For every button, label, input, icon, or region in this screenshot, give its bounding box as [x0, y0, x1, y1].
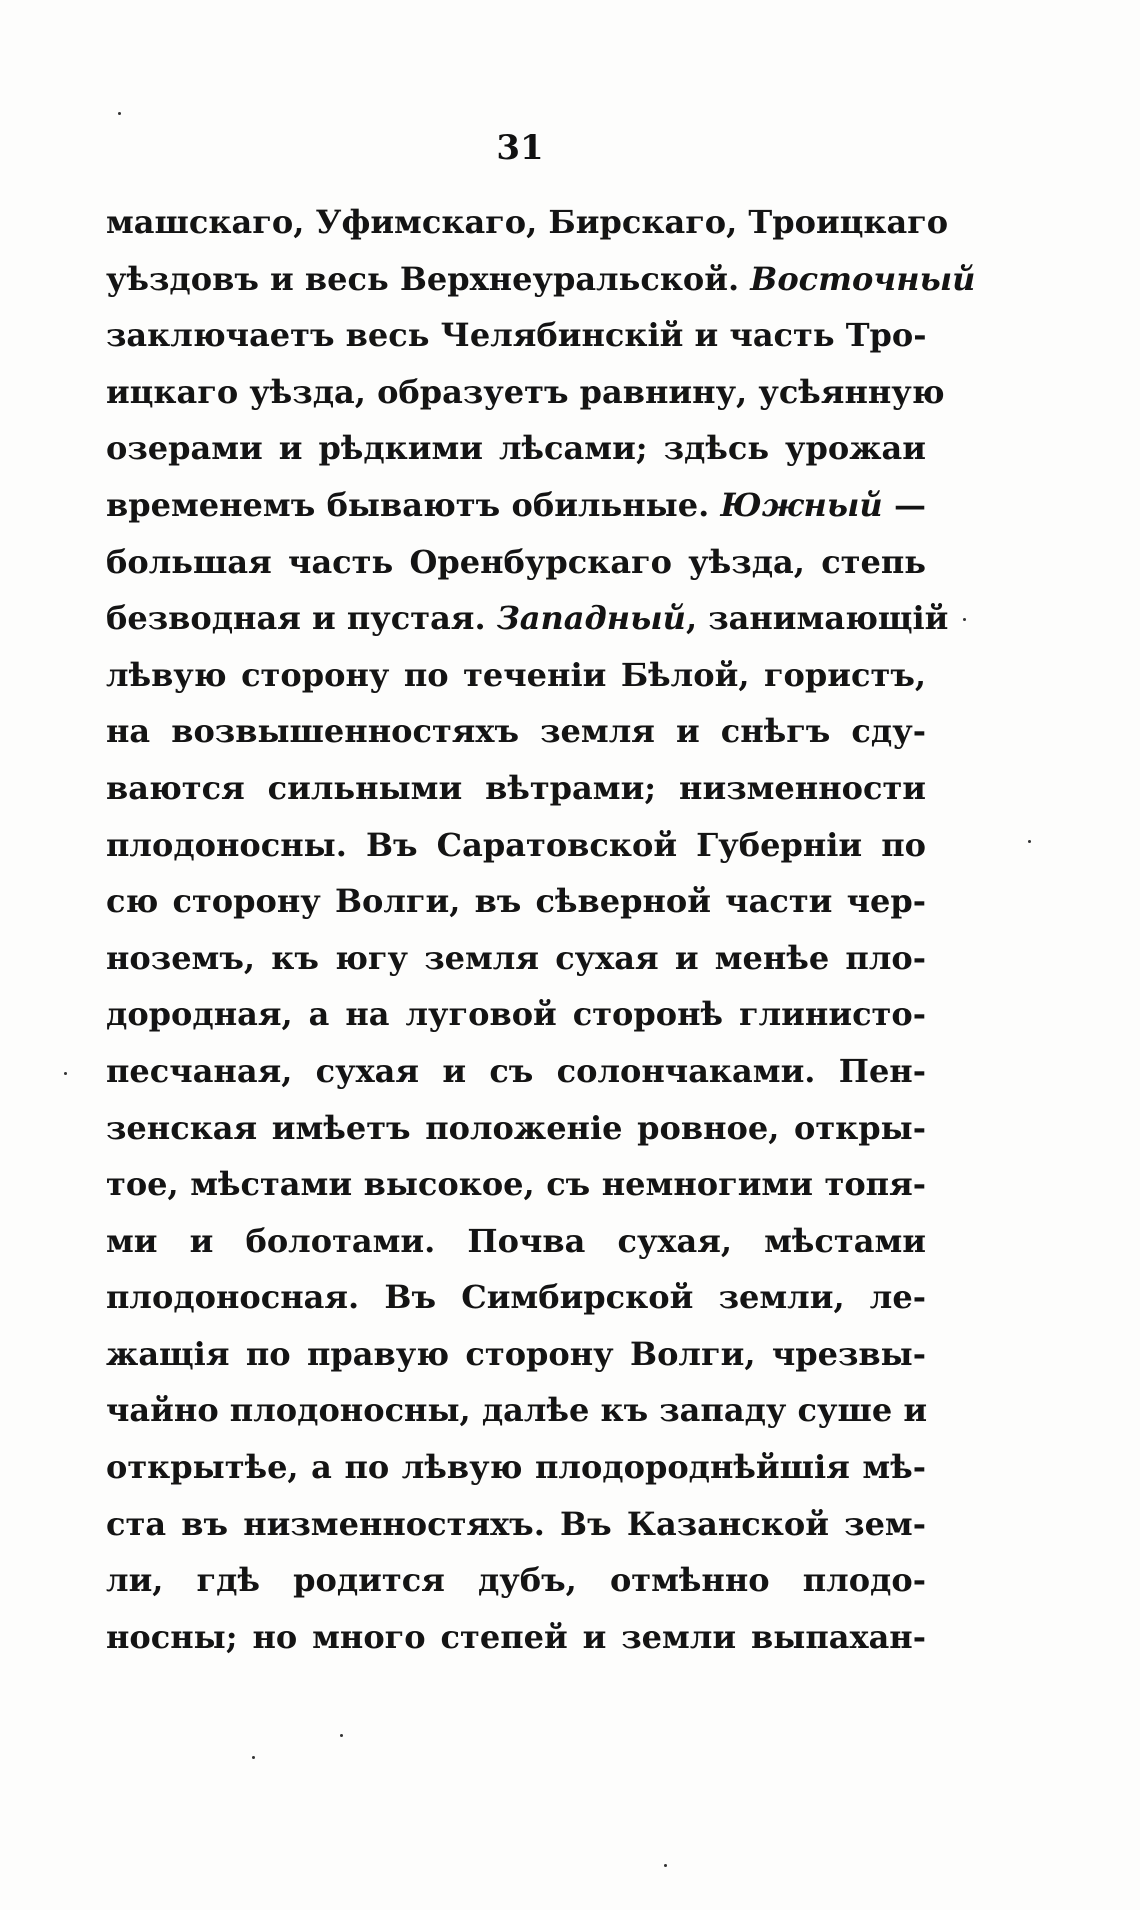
print-speck	[118, 112, 121, 115]
text-segment: плодоносны. Въ Саратовской Губерніи по	[106, 825, 926, 864]
text-segment: временемъ бываютъ обильные.	[106, 485, 721, 524]
text-line	[106, 817, 926, 874]
text-segment: плодоносная. Въ Симбирской земли, ле-	[106, 1278, 926, 1317]
text-segment: сю сторону Волги, въ сѣверной части чер-	[106, 882, 926, 921]
text-segment: заключаетъ весь Челябинскій и часть Тро-	[106, 316, 927, 355]
text-segment: ицкаго уѣзда, образуетъ равнину, усѣянную	[106, 372, 945, 411]
text-segment: дородная, а на луговой сторонѣ глинисто-	[106, 995, 926, 1034]
text-line	[106, 930, 926, 987]
text-segment: ли, гдѣ родится дубъ, отмѣнно плодо-	[106, 1561, 926, 1600]
italic-term: Восточный	[750, 259, 976, 298]
text-line	[106, 534, 926, 591]
italic-term: Южный	[720, 485, 883, 524]
text-line	[106, 703, 926, 760]
text-segment: машскаго, Уфимскаго, Бирскаго, Троицкаго	[106, 203, 949, 241]
text-line	[106, 1043, 926, 1100]
text-segment: чайно плодоносны, далѣе къ западу суше и	[106, 1391, 928, 1430]
text-line	[106, 364, 945, 421]
text-segment: —	[882, 485, 927, 524]
text-segment: лѣвую сторону по теченіи Бѣлой, гористъ,	[106, 655, 926, 694]
text-segment: зенская имѣетъ положеніе ровное, откры-	[106, 1108, 926, 1147]
text-segment: уѣздовъ и весь Верхнеуральской.	[106, 259, 751, 298]
text-segment: песчаная, сухая и съ солончаками. Пен-	[106, 1051, 926, 1090]
text-segment: жащія по правую сторону Волги, чрезвы-	[106, 1334, 926, 1373]
print-speck	[340, 1734, 343, 1737]
text-line	[106, 477, 926, 534]
text-line	[106, 1213, 926, 1270]
text-line	[106, 986, 926, 1043]
print-speck	[1028, 840, 1031, 843]
text-segment: озерами и рѣдкими лѣсами; здѣсь урожаи	[106, 429, 926, 468]
page-body-text	[106, 194, 976, 1665]
text-line	[106, 194, 949, 251]
text-line	[106, 1156, 926, 1213]
text-line	[106, 1100, 926, 1157]
text-line	[106, 1552, 926, 1609]
print-speck	[664, 1864, 667, 1867]
text-segment: ноземъ, къ югу земля сухая и менѣе пло-	[106, 938, 926, 977]
text-line	[106, 420, 926, 477]
text-segment: ваются сильными вѣтрами; низменности	[106, 768, 926, 807]
text-line	[106, 251, 976, 308]
text-segment: тое, мѣстами высокое, съ немногими топя-	[106, 1165, 926, 1204]
text-segment: ста въ низменностяхъ. Въ Казанской зем-	[106, 1504, 926, 1543]
text-line	[106, 1439, 926, 1496]
text-line	[106, 1269, 926, 1326]
text-segment: на возвышенностяхъ земля и снѣгъ сду-	[106, 712, 926, 751]
text-line	[106, 873, 926, 930]
text-segment: ми и болотами. Почва сухая, мѣстами	[106, 1221, 926, 1260]
text-line	[106, 647, 926, 704]
page-number: 31	[496, 128, 544, 168]
text-line	[106, 760, 926, 817]
print-speck	[64, 1072, 67, 1075]
print-speck	[252, 1756, 255, 1759]
text-segment: большая часть Оренбурскаго уѣзда, степь	[106, 542, 926, 581]
text-line	[106, 307, 926, 364]
text-line	[106, 1326, 926, 1383]
text-segment: открытѣе, а по лѣвую плодороднѣйшія мѣ-	[106, 1448, 926, 1487]
text-line	[106, 1609, 926, 1666]
italic-term: Западный	[496, 599, 686, 638]
text-segment: , занимающій	[685, 599, 949, 638]
text-line	[106, 1382, 926, 1439]
text-segment: носны; но много степей и земли выпахан-	[106, 1617, 926, 1656]
text-line	[106, 1496, 926, 1553]
print-speck	[963, 618, 966, 621]
text-line	[106, 590, 949, 647]
text-segment: безводная и пустая.	[106, 599, 497, 638]
